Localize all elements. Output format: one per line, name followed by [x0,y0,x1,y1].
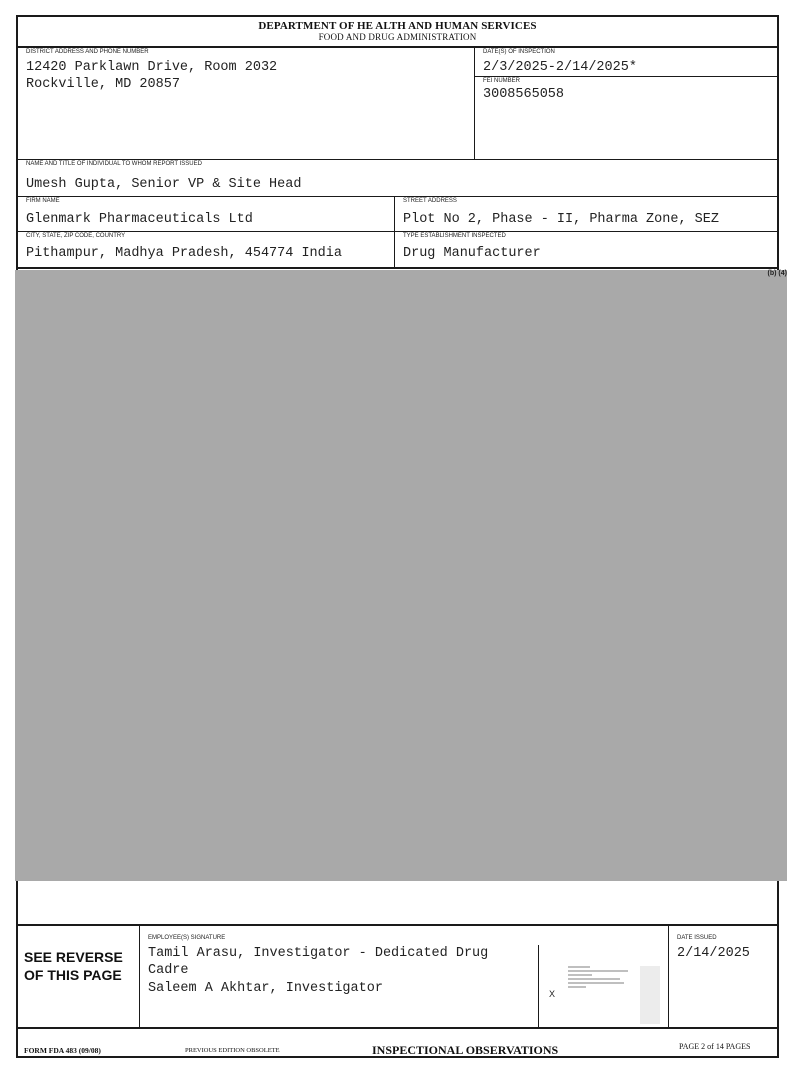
electronic-signature-stamp [568,965,634,995]
firm-name-value: Glenmark Pharmaceuticals Ltd [26,212,253,227]
employee-signature-cell [140,925,538,1027]
divider [18,1027,777,1029]
city-label: CITY, STATE, ZIP CODE, COUNTRY [26,233,126,239]
fei-number-value: 3008565058 [483,87,565,102]
see-reverse-notice [24,948,123,984]
previous-edition-note: PREVIOUS EDITION OBSOLETE [185,1047,280,1054]
district-label: DISTRICT ADDRESS AND PHONE NUMBER [26,49,149,55]
street-value: Plot No 2, Phase - II, Pharma Zone, SEZ [403,212,719,227]
page-count: PAGE 2 of 14 PAGES [679,1042,751,1051]
establishment-cell [395,232,777,266]
date-issued-value: 2/14/2025 [677,946,750,961]
individual-label: NAME AND TITLE OF INDIVIDUAL TO WHOM REPORT ISSUED [26,161,202,167]
fei-label: FEI NUMBER [483,78,521,84]
street-cell [395,197,777,231]
form-id: FORM FDA 483 (09/08) [24,1046,101,1055]
form-title: INSPECTIONAL OBSERVATIONS [372,1043,559,1057]
inspection-dates-cell [475,48,777,76]
establishment-value: Drug Manufacturer [403,246,541,261]
date-issued-label: DATE ISSUED [677,935,717,941]
city-value: Pithampur, Madhya Pradesh, 454774 India [26,246,342,261]
inspection-dates-value: 2/3/2025-2/14/2025* [483,60,637,75]
inspection-dates-label: DATE(S) OF INSPECTION [483,49,555,55]
see-reverse-line2: OF THIS PAGE [24,967,122,983]
see-reverse-line1: SEE REVERSE [24,949,123,965]
divider [18,267,777,269]
district-cell [18,48,474,159]
individual-value: Umesh Gupta, Senior VP & Site Head [26,177,302,192]
signature-x-mark: X [549,989,556,999]
district-address-line1: 12420 Parklawn Drive, Room 2032 [26,60,278,75]
establishment-label: TYPE ESTABLISHMENT INSPECTED [403,233,506,239]
firm-name-label: FIRM NAME [26,198,60,204]
employee-signature-label: EMPLOYEE(S) SIGNATURE [148,935,226,941]
street-label: STREET ADDRESS [403,198,457,204]
employee-line3: Saleem A Akhtar, Investigator [148,981,383,996]
fei-cell [475,77,777,159]
employee-line2: Cadre [148,963,189,978]
agency-title: FOOD AND DRUG ADMINISTRATION [318,32,477,42]
signature-shade [640,966,660,1024]
city-cell [18,232,394,266]
exemption-code: (b) (4) [767,270,787,277]
district-address-line2: Rockville, MD 20857 [26,77,180,92]
firm-cell [18,197,394,231]
individual-cell [18,160,777,196]
form-header [18,17,777,48]
divider [538,945,539,1027]
department-title: DEPARTMENT OF HE ALTH AND HUMAN SERVICES [258,20,537,32]
date-issued-cell [669,925,777,1027]
redacted-block [15,270,787,881]
employee-line1: Tamil Arasu, Investigator - Dedicated Drug [148,946,489,961]
